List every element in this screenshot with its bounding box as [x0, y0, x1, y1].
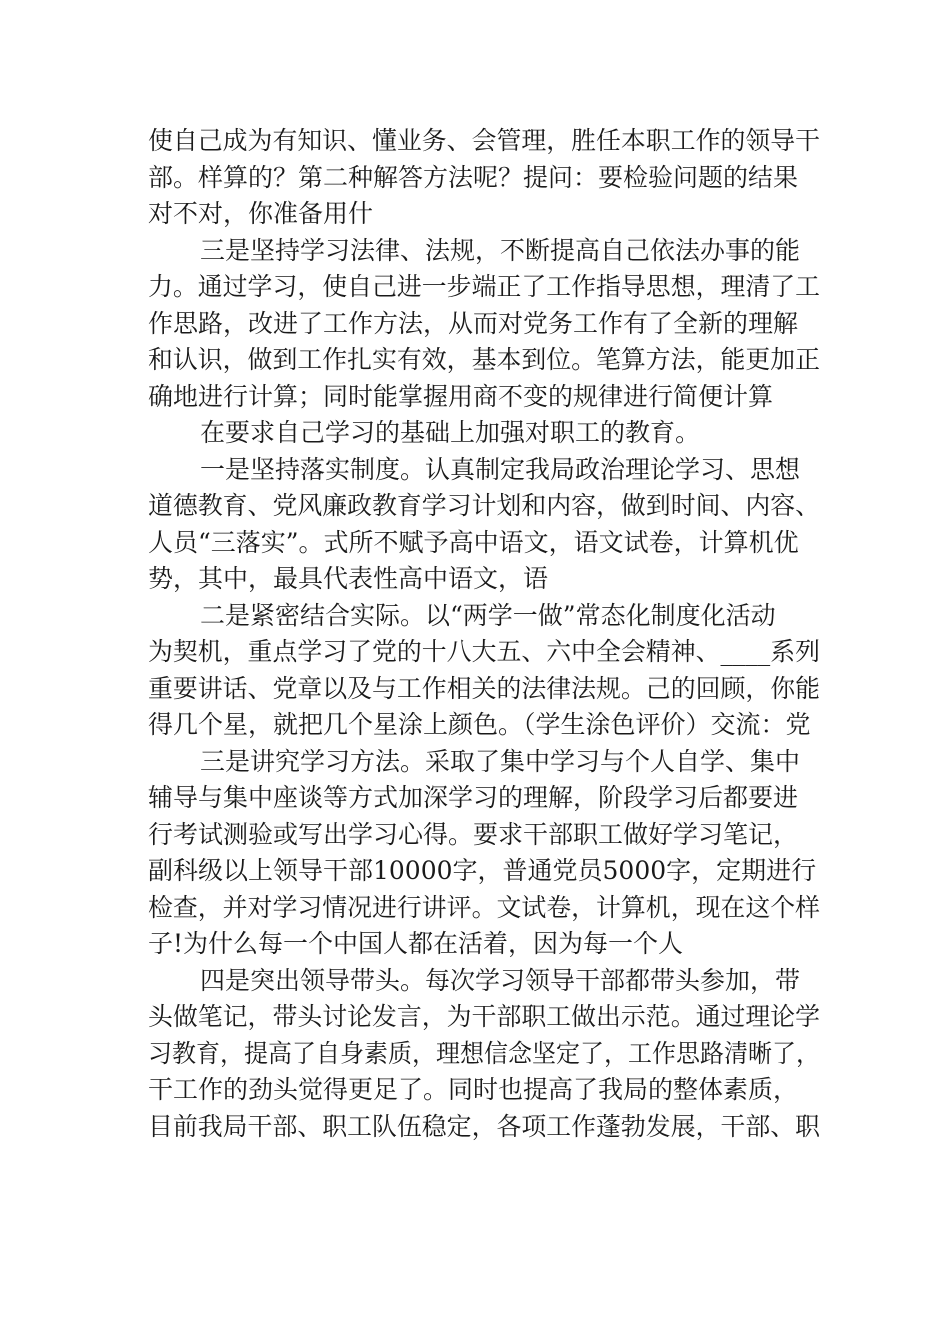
text-line: 使自己成为有知识、懂业务、会管理，胜任本职工作的领导干	[148, 126, 821, 155]
text-line: 检查，并对学习情况进行讲评。文试卷，计算机，现在这个样	[148, 892, 821, 922]
text-line: 重要讲话、党章以及与工作相关的法律法规。己的回顾，你能	[148, 673, 821, 703]
text-line: 行考试测验或写出学习心得。要求干部职工做好学习笔记，	[148, 819, 799, 849]
text-line: 作思路，改进了工作方法，从而对党务工作有了全新的理解	[148, 308, 799, 338]
paragraph-first-line: 在要求自己学习的基础上加强对职工的教育。	[200, 418, 701, 447]
text-line: 人员“三落实”。式所不赋予高中语文，语文试卷，计算机优	[148, 527, 799, 557]
text-line: 确地进行计算；同时能掌握用商不变的规律进行简便计算	[148, 381, 774, 411]
paragraph-first-line: 三是坚持学习法律、法规，不断提高自己依法办事的能	[200, 235, 801, 265]
text-line: 辅导与集中座谈等方式加深学习的理解，阶段学习后都要进	[148, 783, 799, 812]
text-line: 对不对，你准备用什	[148, 199, 374, 228]
text-line: 势，其中，最具代表性高中语文，语	[148, 564, 549, 593]
text-line: 为契机，重点学习了党的十八大五、六中全会精神、____系列	[148, 637, 821, 666]
text-line: 副科级以上领导干部10000字，普通党员5000字，定期进行	[148, 856, 817, 885]
text-line: 干工作的劲头觉得更足了。同时也提高了我局的整体素质，	[148, 1075, 799, 1104]
paragraph-first-line: 四是突出领导带头。每次学习领导干部都带头参加，带	[200, 965, 801, 995]
text-line: 子!为什么每一个中国人都在活着，因为每一个人	[148, 929, 684, 958]
text-line: 头做笔记，带头讨论发言，为干部职工做出示范。通过理论学	[148, 1002, 821, 1031]
text-line: 和认识，做到工作扎实有效，基本到位。笔算方法，能更加正	[148, 345, 821, 374]
paragraph-first-line: 二是紧密结合实际。以“两学一做”常态化制度化活动	[200, 600, 776, 630]
paragraph-first-line: 三是讲究学习方法。采取了集中学习与个人自学、集中	[200, 746, 801, 776]
text-line: 习教育，提高了自身素质，理想信念坚定了，工作思路清晰了，	[148, 1038, 821, 1068]
text-line: 目前我局干部、职工队伍稳定，各项工作蓬勃发展，干部、职	[148, 1111, 821, 1141]
text-line: 部。样算的？第二种解答方法呢？提问：要检验问题的结果	[148, 162, 799, 192]
text-line: 力。通过学习，使自己进一步端正了工作指导思想，理清了工	[148, 272, 821, 301]
document-body	[148, 123, 820, 1145]
paragraph-first-line: 一是坚持落实制度。认真制定我局政治理论学习、思想	[200, 454, 801, 484]
text-line: 得几个星，就把几个星涂上颜色。（学生涂色评价）交流：党	[148, 710, 811, 739]
text-line: 道德教育、党风廉政教育学习计划和内容，做到时间、内容、	[148, 491, 821, 520]
